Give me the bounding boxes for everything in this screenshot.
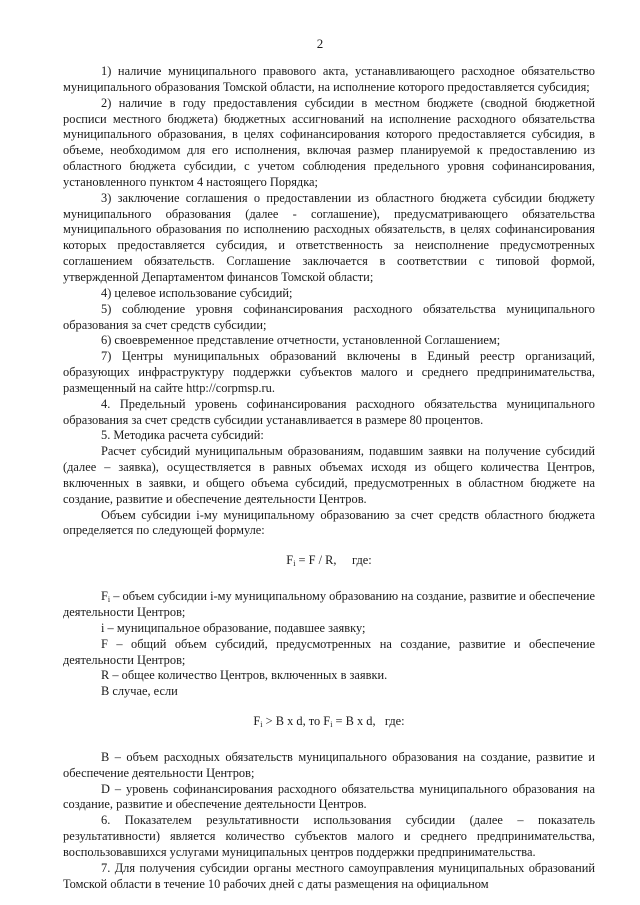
definition-i: i – муниципальное образование, подавшее заявку; xyxy=(101,620,366,635)
paragraph: 4) целевое использование субсидий; xyxy=(101,285,293,300)
paragraph: Расчет субсидий муниципальным образованиям, подавшим заявки на получение субсидий (далее – заявка), осуществляется в равных объемах исходя из общего количества Центров, включенных в заявки, и общего объема субсидий, предусмотренных в областном бюджете на создание, развитие и обеспечение деятельности Центров. xyxy=(63,444,595,506)
formula-limit: $F_i > B$ x d, то $F_i = B$ x d, где: xyxy=(253,714,405,730)
paragraph: В случае, если xyxy=(101,684,178,699)
paragraph: 7. Для получения субсидии органы местного самоуправления муниципальных образований Томской области в течение 10 рабочих дней с даты размещения на официальном xyxy=(63,860,595,891)
paragraph: 2) наличие в году предоставления субсидии в местном бюджете (сводной бюджетной росписи местного бюджета) бюджетных ассигнований на исполнение расходного обязательства муниципального образования, в целях софинансирования которого предоставляется субсидия, в объеме, необходимом для его исполнения, включая размер планируемой к предоставлению из областного бюджета субсидии, с учетом соблюдения предельного уровня софинансирования, установленного пунктом 4 настоящего Порядка; xyxy=(63,95,595,189)
document-body xyxy=(63,64,595,893)
paragraph: 6) своевременное представление отчетности, установленной Соглашением; xyxy=(101,333,501,348)
paragraph: 5) соблюдение уровня софинансирования расходного обязательства муниципального образования за счет средств субсидии; xyxy=(63,301,595,332)
definition-f: F – общий объем субсидий, предусмотренных на создание, развитие и обеспечение деятельности Центров; xyxy=(63,636,595,667)
definition-fi: $F_i$ – объем субсидии i-му муниципальному образованию на создание, развитие и обеспечение деятельности Центров; xyxy=(63,589,595,619)
paragraph: Объем субсидии i-му муниципальному образованию за счет средств областного бюджета определяется по следующей формуле: xyxy=(63,507,595,538)
paragraph: 7) Центры муниципальных образований включены в Единый реестр организаций, образующих инфраструктуру поддержки субъектов малого и среднего предпринимательства, размещенный на сайте http://corpmsp.ru. xyxy=(63,349,595,395)
paragraph: 1) наличие муниципального правового акта, устанавливающего расходное обязательство муниципального образования Томской области, на исполнение которого предоставляется субсидия; xyxy=(63,64,595,94)
paragraph: 3) заключение соглашения о предоставлении из областного бюджета субсидии бюджету муниципального образования (далее - соглашение), предусматривающего обязательства муниципального образования по исполнению расходных обязательств, в целях софинансирования которых предоставляется субсидия, и ответственность за неисполнение предусмотренных соглашением обязательств. Соглашение заключается в соответствии с типовой формой, утвержденной Департаментом финансов Томской области; xyxy=(63,190,595,284)
definition-d: D – уровень софинансирования расходного обязательства муниципального образования на создание, развитие и обеспечение деятельности Центров. xyxy=(63,781,595,812)
paragraph: 5. Методика расчета субсидий: xyxy=(101,428,264,443)
definition-b: B – объем расходных обязательств муниципального образования на создание, развитие и обеспечение деятельности Центров; xyxy=(63,749,595,780)
paragraph: 4. Предельный уровень софинансирования расходного обязательства муниципального образования за счет средств субсидии устанавливается в размере 80 процентов. xyxy=(63,396,595,427)
definition-r: R – общее количество Центров, включенных в заявки. xyxy=(101,668,388,683)
paragraph: 6. Показателем результативности использования субсидии (далее – показатель результативности) является количество субъектов малого и среднего предпринимательства, воспользовавшихся услугами муниципальных центров поддержки предпринимательства. xyxy=(63,813,595,859)
formula-subsidy: $F_i = F / R$, где: xyxy=(286,553,372,569)
page-number: 2 xyxy=(316,36,324,51)
